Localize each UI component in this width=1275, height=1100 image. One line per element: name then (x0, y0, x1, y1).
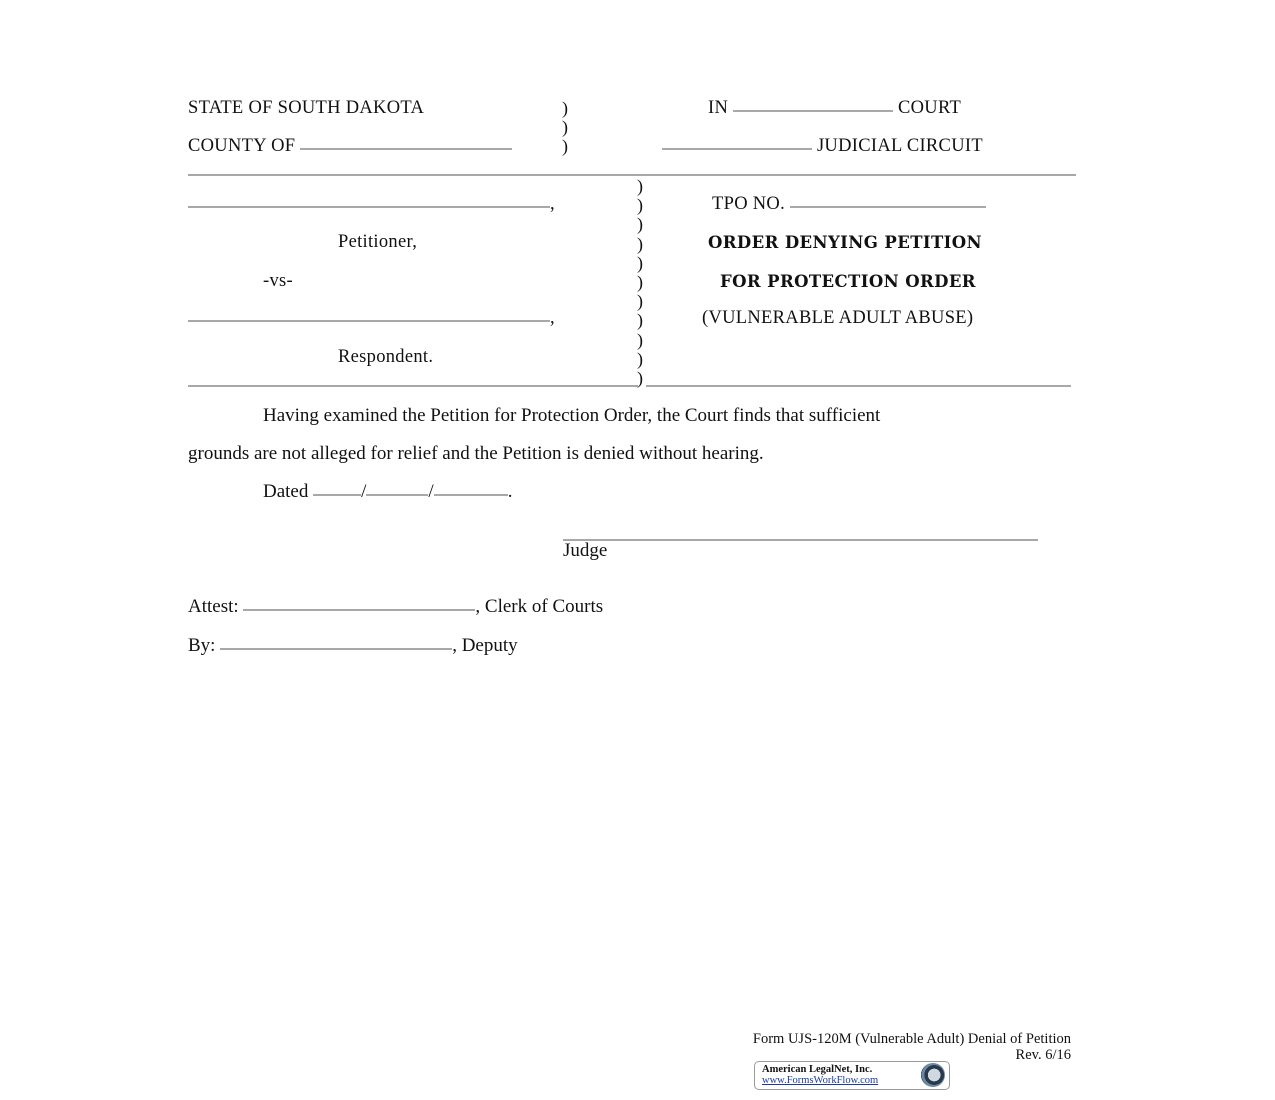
caption-parens-column (637, 177, 643, 388)
caption-bottom-rule-right (646, 385, 1071, 387)
attest-signature-blank[interactable] (243, 609, 475, 611)
title-subtitle: (VULNERABLE ADULT ABUSE) (702, 308, 974, 328)
caption-bottom-rule-left (188, 385, 638, 387)
paren: ) (637, 214, 643, 235)
comma: , (550, 308, 555, 328)
tpo-number-blank[interactable] (790, 206, 986, 208)
circuit-line (662, 136, 983, 157)
date-month-blank[interactable] (313, 494, 361, 496)
attest-line (188, 596, 603, 618)
dated-label: Dated (263, 481, 309, 502)
petitioner-name-blank[interactable] (188, 206, 550, 208)
by-line (188, 635, 518, 657)
paren: ) (637, 233, 643, 254)
caption-parens-top (562, 99, 568, 157)
court-blank[interactable] (733, 110, 893, 112)
date-separator: / (428, 481, 434, 502)
american-legalnet-logo[interactable] (754, 1061, 950, 1090)
by-label: By: (188, 635, 216, 656)
globe-icon (921, 1063, 945, 1087)
circuit-suffix: JUDICIAL CIRCUIT (816, 136, 983, 156)
tpo-line (712, 194, 986, 215)
paren: ) (562, 98, 568, 118)
judge-label: Judge (563, 540, 608, 561)
county-blank[interactable] (300, 148, 512, 150)
logo-link[interactable]: www.FormsWorkFlow.com (762, 1075, 879, 1086)
logo-company: American LegalNet, Inc. (762, 1064, 873, 1075)
judge-signature-line[interactable] (563, 539, 1038, 541)
county-line (188, 136, 512, 157)
form-id: Form UJS-120M (Vulnerable Adult) Denial of Petition (752, 1031, 1071, 1047)
court-prefix: IN (708, 98, 729, 118)
paren: ) (637, 310, 643, 331)
paren: ) (637, 272, 643, 293)
date-year-blank[interactable] (434, 494, 508, 496)
paren: ) (637, 368, 643, 389)
circuit-blank[interactable] (662, 148, 812, 150)
title-line-1: ORDER DENYING PETITION (708, 233, 983, 252)
paren: ) (637, 348, 643, 369)
state-label: STATE OF SOUTH DAKOTA (188, 98, 425, 118)
court-line (708, 98, 961, 119)
paren: ) (562, 136, 568, 157)
respondent-label: Respondent. (338, 347, 434, 367)
header-rule (188, 174, 1076, 176)
body-paragraph-line-2: grounds are not alleged for relief and the Petition is denied without hearing. (188, 443, 764, 464)
attest-suffix: , Clerk of Courts (475, 596, 604, 617)
paren: ) (637, 252, 643, 273)
respondent-name-blank[interactable] (188, 320, 550, 322)
comma: , (550, 194, 555, 214)
respondent-name-line (188, 308, 555, 329)
date-period: . (507, 481, 513, 502)
court-suffix: COURT (898, 98, 962, 118)
petitioner-label: Petitioner, (338, 232, 418, 252)
paren: ) (637, 195, 643, 216)
paren: ) (637, 329, 643, 350)
paren: ) (637, 176, 643, 196)
body-paragraph-line-1: Having examined the Petition for Protection Order, the Court finds that sufficient (263, 405, 881, 426)
petitioner-name-line (188, 194, 555, 215)
paren: ) (637, 291, 643, 312)
paren: ) (562, 117, 568, 138)
title-line-2: FOR PROTECTION ORDER (720, 272, 976, 291)
dated-line (263, 481, 512, 503)
attest-label: Attest: (188, 596, 239, 617)
deputy-signature-blank[interactable] (220, 648, 452, 650)
date-day-blank[interactable] (366, 494, 428, 496)
by-suffix: , Deputy (452, 635, 518, 656)
tpo-label: TPO NO. (712, 194, 786, 214)
date-separator: / (361, 481, 367, 502)
form-revision: Rev. 6/16 (1015, 1047, 1071, 1063)
versus-label: -vs- (263, 271, 293, 291)
county-label: COUNTY OF (188, 136, 296, 156)
